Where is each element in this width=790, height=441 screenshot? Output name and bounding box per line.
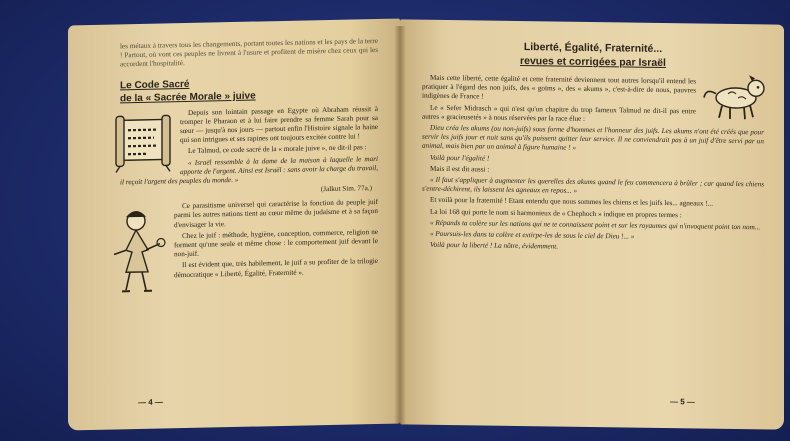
right-para3: Dieu créa les akums (ou non-juifs) sous forme d'hommes et l'honneur des juifs. Les akums n'ont été créés que pour servir les juifs jour et nuit sans qu'ils puissent quitter leur service. Il ne conviendrait pas à un juif d'être servi par un animal, mais bien par un animal à figure humaine ! » xyxy=(422,123,764,153)
left-heading-line1: Le Code Sacré xyxy=(120,78,190,91)
right-para1: Mais cette liberté, cette égalité et cette fraternité deviennent tout autres lorsqu'il entend les pratiquer à l'égard des non juifs, des « goïms », des « akums », c'est-à-dire de nous, pauvres indigènes de France ! xyxy=(422,73,696,101)
open-booklet xyxy=(68,22,784,427)
dog-illustration xyxy=(700,72,770,123)
torah-scroll-illustration xyxy=(112,109,174,174)
left-quote: « Israël ressemble à la dame de la maison à laquelle le mari apporte de l'argent. Ainsi est Israël : sans avoir la charge du travail, il reçoit l'argent des peuples du monde. » xyxy=(120,154,378,187)
left-page-number: — 4 — xyxy=(138,397,163,408)
left-para3: Ce parasitisme universel qui caractérise la fonction du peuple juif parmi les autres nations tient au cœur même du judaïsme et à sa façon d'envisager la vie. xyxy=(174,198,378,229)
left-para4: Chez le juif : méthode, hygiène, conception, commerce, religion ne forment qu'une seule et même chose : le comportement juif devant le non-juif. xyxy=(174,227,378,259)
right-para10: « Poursuis-les dans ta colère et extirpe-les de sous le ciel de Dieu !... » xyxy=(430,229,635,241)
right-page-number: — 5 — xyxy=(670,397,695,407)
right-para9: « Répands ta colère sur les nations qui ne te connaissent point et sur les royaumes qui n'invoquent point ton nom... xyxy=(430,218,761,232)
left-para2: Le Talmud, ce code sacré de la « morale juive », ne dit-il pas : xyxy=(188,143,367,156)
right-para4: Voilà pour l'égalité ! xyxy=(430,153,490,163)
left-para1: Depuis son lointain passage en Egypte où Abraham réussit à tromper le Pharaon et à lui faire prendre sa femme Sarah pour sa sœur — jusqu'à nos jours — partout enfin l'Histoire signale la haine qui son intrigues et ses rapines ont toujours excitée contre lui ! xyxy=(180,104,378,145)
right-page xyxy=(400,19,784,429)
left-para5: Il est évident que, très habilement, le juif a su profiter de la trilogie démocratique « Liberté, Égalité, Fraternité ». xyxy=(174,257,378,279)
right-para5: Mais il est dit aussi : xyxy=(430,164,490,174)
right-heading-line1: Liberté, Égalité, Fraternité... xyxy=(523,41,663,55)
right-heading-line2: revues et corrigées par Israël xyxy=(520,54,666,70)
left-top-text: les métaux à travers tous les changements, portant toutes les nations et les pays de la terre ! Partout, où vont ces peuples ne livrent à l'usure et profitent de misère chez ceux qui les accordent l'hospitalité. xyxy=(120,36,378,69)
caricature-illustration xyxy=(106,205,168,298)
left-quote-source: (Jalkut Sim. 77a.) xyxy=(320,184,372,194)
right-para2: Le « Sefer Midrasch » qui n'est qu'un chapitre du trop fameux Talmud ne dit-il pas entre autres « gracieusetés » à nous réservées par la race élue : xyxy=(422,103,696,123)
left-page xyxy=(68,19,400,431)
right-para11: Voilà pour la liberté ! La nôtre, évidemment. xyxy=(430,240,559,251)
booklet-spine xyxy=(394,26,406,424)
right-para6: « Il faut s'appliquer à augmenter les querelles des akums quand le feu commencera à brûler ; car quand les chiens s'entre-déchirent, ils laissent les agneaux en repos... » xyxy=(422,175,764,196)
left-heading-line2: de la « Sacrée Morale » juive xyxy=(120,90,256,104)
right-para7: Et voilà pour la fraternité ! Etant entendu que nous sommes les chiens et les juifs les... agneaux !... xyxy=(430,196,714,209)
right-para8: La loi 168 qui porte le nom si harmonieux de « Chephoch » indique en propres termes : xyxy=(430,207,682,219)
